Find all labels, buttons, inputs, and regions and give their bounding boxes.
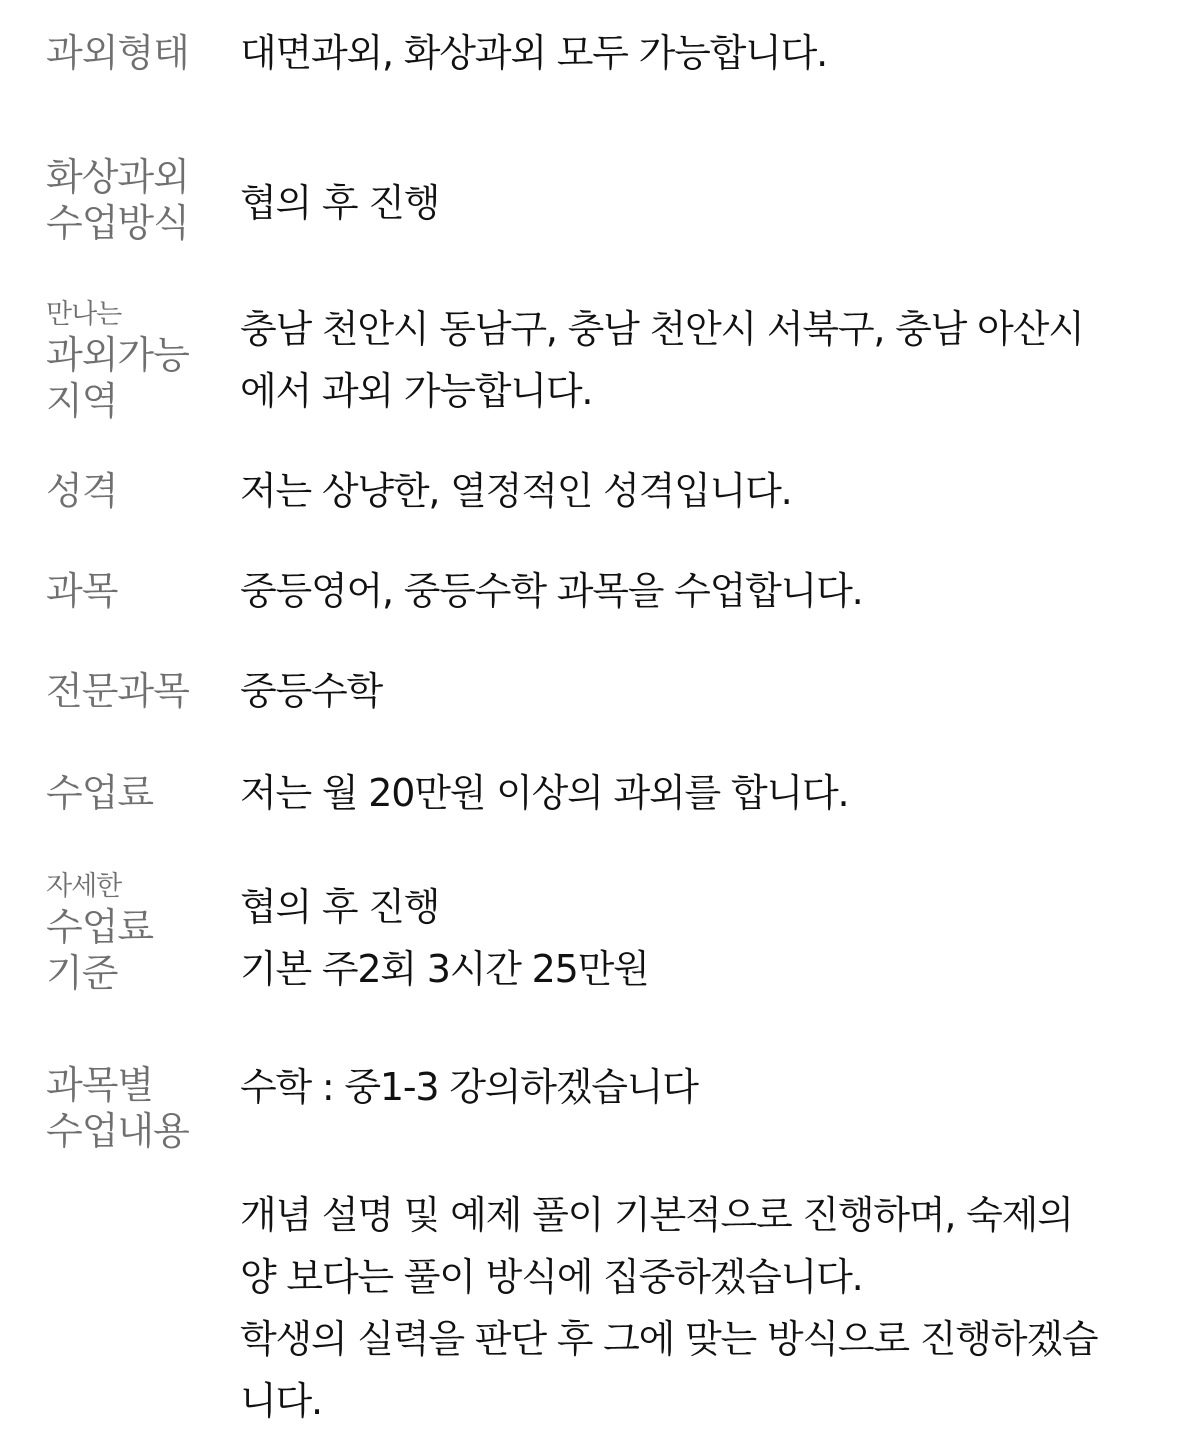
label-content xyxy=(46,1062,189,1154)
label-line: 수업방식 xyxy=(46,201,189,245)
value-line: 대면과외, 화상과외 모두 가능합니다. xyxy=(240,31,828,75)
value-line: 학생의 실력을 판단 후 그에 맞는 방식으로 진행하겠습 xyxy=(240,1317,1098,1361)
value-line: 협의 후 진행 xyxy=(240,181,440,225)
label-subjects xyxy=(46,568,117,614)
label-line: 과외형태 xyxy=(46,31,189,75)
value-subjects xyxy=(240,560,1145,622)
value-line: 중등수학 xyxy=(240,669,383,713)
value-area xyxy=(240,298,1145,422)
value-line: 수학 : 중1-3 강의하겠습니다 xyxy=(240,1065,698,1109)
label-line: 전문과목 xyxy=(46,669,189,713)
label-personality xyxy=(46,468,117,514)
value-lesson-type xyxy=(240,22,1145,84)
value-content-body xyxy=(240,1184,1145,1432)
value-line: 협의 후 진행 xyxy=(240,885,440,929)
label-line: 지역 xyxy=(46,379,118,423)
value-online-method xyxy=(240,172,1145,234)
value-line: 중등영어, 중등수학 과목을 수업합니다. xyxy=(240,569,863,613)
value-fee xyxy=(240,762,1145,824)
label-line: 기준 xyxy=(46,951,118,995)
value-personality xyxy=(240,460,1145,522)
label-line: 수업료 xyxy=(46,905,154,949)
label-fee-detail xyxy=(46,870,153,996)
label-lesson-type xyxy=(46,30,189,76)
label-fee xyxy=(46,770,153,816)
label-line: 화상과외 xyxy=(46,155,189,199)
value-specialty xyxy=(240,660,1145,722)
value-line: 양 보다는 풀이 방식에 집중하겠습니다. xyxy=(240,1255,863,1299)
label-line: 성격 xyxy=(46,469,118,513)
label-line: 수업내용 xyxy=(46,1109,189,1153)
label-area xyxy=(46,298,189,424)
label-online-method xyxy=(46,154,189,246)
value-line: 저는 월 20만원 이상의 과외를 합니다. xyxy=(240,771,849,815)
label-small: 만나는 xyxy=(46,299,122,330)
value-line: 니다. xyxy=(240,1379,322,1423)
value-line: 저는 상냥한, 열정적인 성격입니다. xyxy=(240,469,792,513)
value-content xyxy=(240,1056,1145,1118)
label-line: 과목 xyxy=(46,569,118,613)
label-specialty xyxy=(46,668,189,714)
label-line: 과외가능 xyxy=(46,333,189,377)
value-fee-detail xyxy=(240,876,1145,1000)
value-line: 기본 주2회 3시간 25만원 xyxy=(240,947,649,991)
label-small: 자세한 xyxy=(46,871,122,902)
value-line: 에서 과외 가능합니다. xyxy=(240,369,593,413)
label-line: 수업료 xyxy=(46,771,154,815)
value-line: 개념 설명 및 예제 풀이 기본적으로 진행하며, 숙제의 xyxy=(240,1193,1073,1237)
value-line: 충남 천안시 동남구, 충남 천안시 서북구, 충남 아산시 xyxy=(240,307,1084,351)
label-line: 과목별 xyxy=(46,1063,154,1107)
